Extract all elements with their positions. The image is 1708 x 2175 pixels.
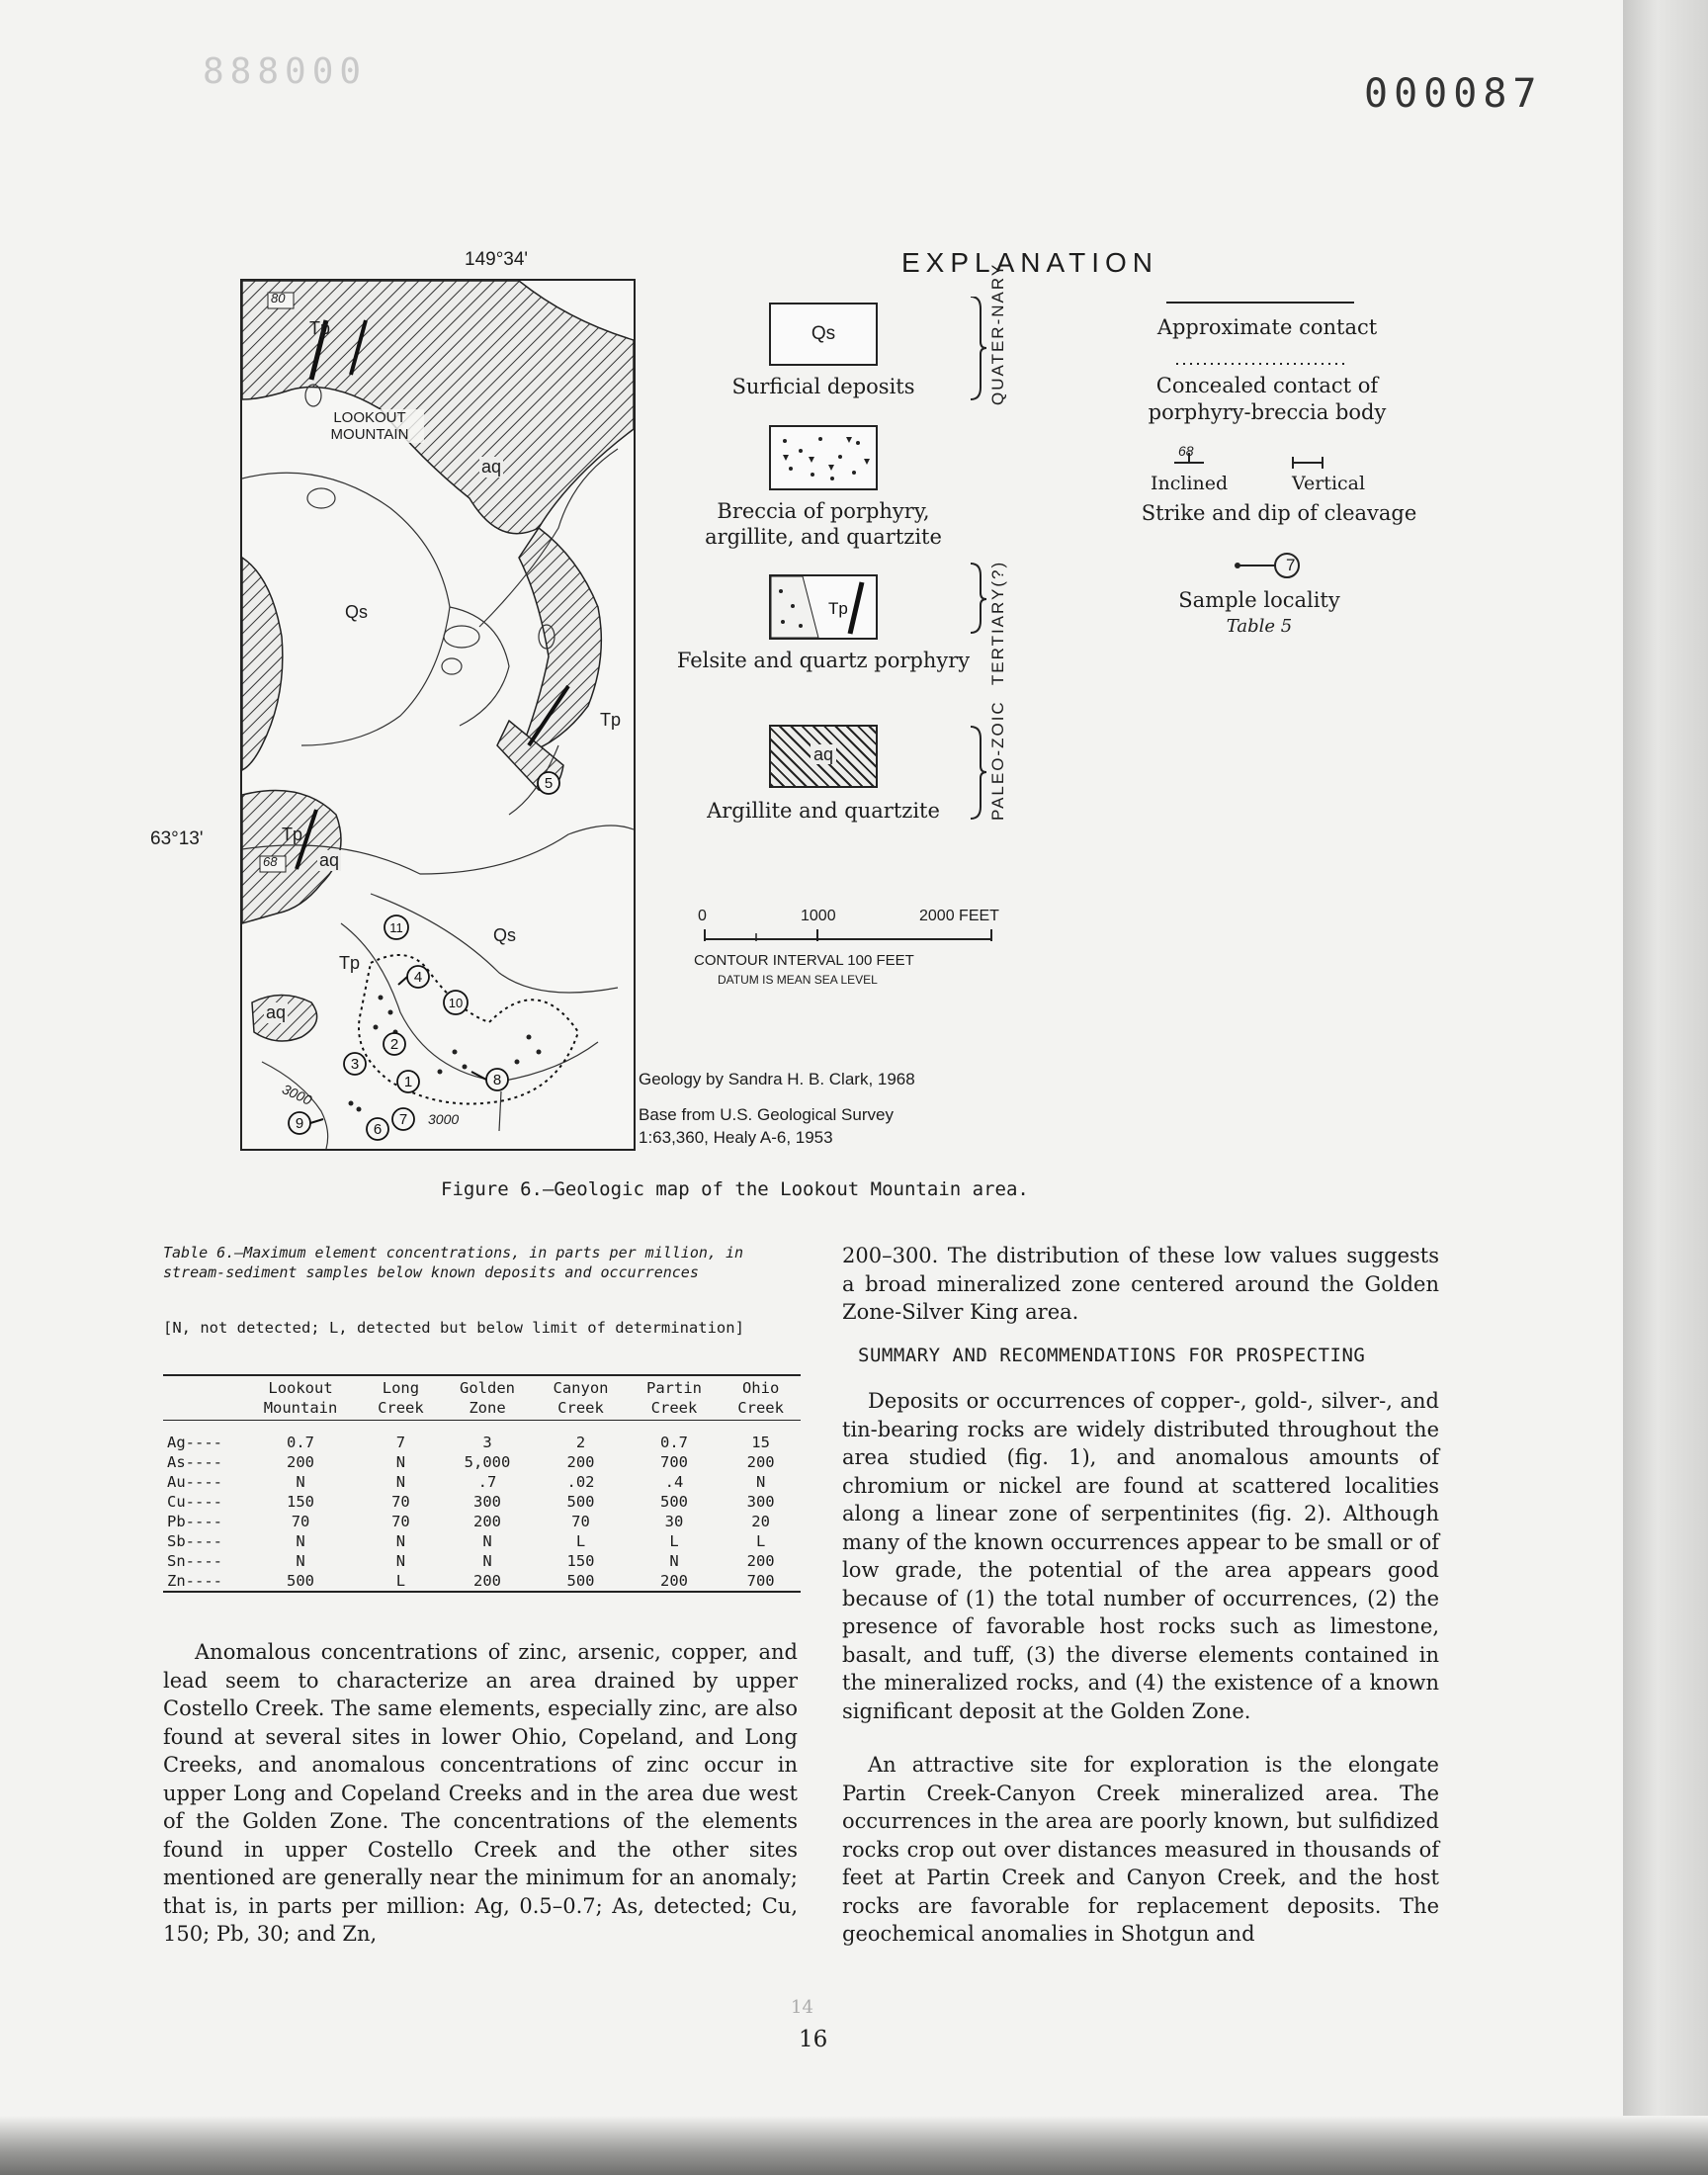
section-heading: SUMMARY AND RECOMMENDATIONS FOR PROSPECTING [858,1345,1366,1366]
legend-vertical: Vertical [1292,473,1366,494]
legend-swatch-tp [769,574,878,640]
scale-tick-2000: 2000 FEET [919,908,999,924]
map-drawing [242,281,634,1149]
sample-locality-4 [407,966,429,988]
legend-sample-number: 7 [1286,556,1296,574]
table-cell: 200 [473,1513,502,1530]
table-cell: 200 [566,1453,595,1471]
sample-locality-9 [289,1112,310,1134]
table-header-partin-line2: Creek [650,1399,698,1417]
dip-value-68: 68 [263,854,278,869]
table-cell: N [669,1552,679,1570]
table-header-long [361,1375,441,1421]
sample-locality-3-label: 3 [350,1056,360,1073]
sample-locality-4-label: 4 [413,969,423,986]
sample-locality-9-label: 9 [295,1115,304,1132]
table-row [163,1452,801,1472]
legend-inclined: Inclined [1151,473,1229,494]
table-row [163,1492,801,1512]
table-header-lookout-line2: Mountain [263,1399,338,1417]
table-cell: 70 [391,1513,410,1530]
table-cell: 200 [287,1453,315,1471]
table-row [163,1512,801,1531]
datum-note: DATUM IS MEAN SEA LEVEL [718,973,878,987]
table-cell: 700 [660,1453,689,1471]
page-number: 16 [799,2027,828,2052]
geologic-map [240,279,636,1151]
legend-approximate-contact: Approximate contact [1156,315,1378,339]
faint-page-number: 14 [791,1997,813,2018]
table-row [163,1472,801,1492]
contour-interval: CONTOUR INTERVAL 100 FEET [694,952,914,969]
dip-value-80: 80 [271,291,286,305]
table-body [163,1421,801,1593]
table-cell: 5,000 [464,1453,511,1471]
map-label-lookout-mountain: LOOKOUT MOUNTAIN [315,409,424,443]
table-cell: 300 [473,1493,502,1511]
age-brackets [969,297,988,830]
map-label-aq-south: aq [266,1002,287,1022]
sample-locality-1-label: 1 [403,1074,413,1090]
legend-strike-dip: Strike and dip of cleavage [1141,501,1417,525]
sample-locality-10-label: 10 [448,996,464,1010]
table-cell: N [296,1552,305,1570]
table-header-partin [628,1375,722,1421]
tp-pattern [771,576,876,638]
table-cell: Au---- [167,1473,222,1491]
table-row [163,1551,801,1571]
table-cell: N [482,1552,492,1570]
base-credit: Base from U.S. Geological Survey [639,1105,894,1124]
left-column-paragraph: Anomalous concentrations of zinc, arsenic, copper, and lead seem to characterize an area drained by upper Costello Creek. The same elements, especially zinc, are also found at several sites in lower Ohio, Copeland, and Long Creeks, and anomalous concentrations of zinc occur in upper Long and Copeland Creeks and in the area due west of the Golden Zone. The concentrations of the elements found in upper Costello Creek and the other sites mentioned are generally near the minimum for an anomaly; that is, in parts per million: Ag, 0.5–0.7; As, detected; Cu, 150; Pb, 30; and Zn, [163,1640,798,1946]
table-cell: Pb---- [167,1513,222,1530]
table-cell: 500 [566,1572,595,1590]
table-header-golden-line1: Golden [460,1379,516,1397]
table-cell: L [575,1532,586,1550]
table-header-lookout [240,1375,361,1421]
table-cell: N [395,1532,406,1550]
legend-caption-argillite: Argillite and quartzite [707,799,940,823]
sample-locality-5 [538,772,559,794]
table-cell: N [296,1532,305,1550]
aq-unit-north [242,281,634,534]
table-cell: Cu---- [167,1493,222,1511]
table-cell: .4 [664,1473,684,1491]
sample-locality-2 [384,1033,405,1055]
scale-tick-0: 0 [698,908,707,924]
right-column-paragraph-2: Deposits or occurrences of copper-, gold-, silver-, and tin-bearing rocks are widely distributed throughout the area studied (fig. 1), and anomalous amounts of chromium or nickel are found at scattered localities along a linear zone of serpentinites (fig. 2). Although many of the known occurrences appear to be small or of low grade, the potential of the area appears good because of (1) the total number of occurrences, (2) the presence of favorable host rocks such as limestone, basalt, and tuff, (3) the diverse elements contained in the mineralized rocks, and (4) the existence of a known significant deposit at the Golden Zone. [842,1389,1439,1723]
right-column-paragraph-3: An attractive site for exploration is the elongate Partin Creek-Canyon Creek mineralized area. The occurrences in the area are poorly known, but sulfidized rocks crop out over distances measured in thousands of feet at Partin Creek and Canyon Creek, and the host rocks are favorable for replacement deposits. The geochemical anomalies in Shotgun and [842,1753,1439,1946]
table-cell: Ag---- [167,1434,222,1451]
table-title: Table 6.—Maximum element concentrations, in parts per million, in stream-sediment samples below known deposits and occurrences [163,1244,743,1281]
table-header-ohio-line2: Creek [737,1399,784,1417]
table-cell: 2 [575,1434,586,1451]
explanation-title: EXPLANATION [901,247,1158,278]
map-label-aq-north: aq [481,457,502,477]
legend-swatch-qs-label: Qs [811,323,836,344]
aq-unit-west [242,558,283,770]
table-header-ohio-line1: Ohio [741,1379,780,1397]
table-cell: 15 [751,1434,770,1451]
table-cell: 500 [660,1493,689,1511]
breccia-pattern [771,427,876,488]
table-cell: 700 [746,1572,775,1590]
map-label-qs-south: Qs [493,925,517,945]
table-cell: 30 [664,1513,684,1530]
table-cell: 0.7 [287,1434,315,1451]
table-cell: .7 [477,1473,497,1491]
legend-swatch-aq-label: aq [811,744,836,764]
legend-caption-surficial: Surficial deposits [731,375,915,398]
table-cell: N [482,1532,492,1550]
map-label-qs-central: Qs [345,602,369,622]
sample-locality-5-label: 5 [544,775,554,792]
sample-locality-6-label: 6 [373,1121,383,1138]
map-label-tp-south: Tp [339,953,361,973]
table-header-golden-line2: Zone [469,1399,506,1417]
table-header-lookout-line1: Lookout [268,1379,333,1397]
table-header-partin-line1: Partin [646,1379,703,1397]
table-header-canyon [534,1375,628,1421]
table-cell: 70 [291,1513,310,1530]
table-cell: 20 [751,1513,770,1530]
geology-credit: Geology by Sandra H. B. Clark, 1968 [639,1070,915,1088]
table-cell: 300 [746,1493,775,1511]
legend-caption-breccia: Breccia of porphyry, argillite, and quartzite [705,499,942,549]
table-header-canyon-line2: Creek [557,1399,604,1417]
right-column-paragraph-1: 200–300. The distribution of these low values suggests a broad mineralized zone centered around the Golden Zone-Silver King area. [842,1244,1439,1324]
sample-locality-2-label: 2 [389,1036,399,1053]
age-label-quaternary: QUATER-NARY [988,262,1007,405]
table-header-row [163,1375,801,1421]
table-cell: N [395,1473,406,1491]
sample-locality-8 [486,1069,508,1090]
table-cell: L [395,1572,406,1590]
sample-locality-3 [344,1053,366,1075]
table-cell: L [755,1532,766,1550]
table-header-long-line1: Long [382,1379,420,1397]
age-label-tertiary: TERTIARY(?) [988,560,1007,686]
sample-locality-11-label: 11 [389,920,403,935]
sample-locality-7 [392,1108,414,1130]
table-cell: 70 [391,1493,410,1511]
sample-locality-10 [444,991,468,1014]
table-cell: 150 [566,1552,595,1570]
scale-tick-1000: 1000 [801,908,836,924]
table-row [163,1571,801,1592]
legend-caption-felsite: Felsite and quartz porphyry [676,649,971,672]
sample-locality-11 [384,915,408,939]
table-cell: N [296,1473,305,1491]
legend-sample-table: Table 5 [1226,616,1293,637]
sample-locality-6 [367,1118,388,1140]
table-cell: 200 [473,1572,502,1590]
table-cell: 7 [395,1434,406,1451]
table-cell: 3 [482,1434,492,1451]
table-cell: Sb---- [167,1532,222,1550]
map-label-tp-north: Tp [309,318,331,338]
table-cell: As---- [167,1453,222,1471]
legend-sample-locality: Sample locality [1178,588,1340,612]
sample-locality-8-label: 8 [492,1072,502,1088]
table-cell: 150 [287,1493,315,1511]
latitude-label: 63°13' [150,828,204,849]
table-cell: Sn---- [167,1552,222,1570]
table-cell: N [395,1453,406,1471]
table-cell: 500 [287,1572,315,1590]
table-cell: 200 [660,1572,689,1590]
scan-edge-right [1623,0,1708,2175]
table-cell: Zn---- [167,1572,222,1590]
table-cell: 500 [566,1493,595,1511]
map-label-tp-east: Tp [600,710,622,730]
table-cell: L [669,1532,679,1550]
legend-inclined-dip-value: 68 [1178,443,1194,459]
table-cell: N [395,1552,406,1570]
legend-swatch-aq [769,725,878,788]
legend-swatch-breccia [769,425,878,490]
table-cell: 0.7 [660,1434,689,1451]
longitude-label: 149°34' [465,249,529,270]
scan-edge-bottom [0,2116,1708,2175]
page-id: 000087 [1364,71,1543,117]
figure-caption: Figure 6.—Geologic map of the Lookout Mountain area. [441,1178,1029,1200]
sample-locality-7-label: 7 [398,1111,408,1128]
contour-label-3000-south: 3000 [428,1111,460,1127]
age-label-paleozoic: PALEO-ZOIC [988,700,1007,821]
table-cell: 200 [746,1453,775,1471]
contour-label-3000-west: 3000 [280,1081,315,1108]
table-header-long-line2: Creek [378,1399,424,1417]
table-header-canyon-line1: Canyon [553,1379,609,1397]
base-credit-detail: 1:63,360, Healy A-6, 1953 [639,1128,833,1147]
table-header-element [163,1375,240,1421]
faded-page-id: 888000 [203,51,368,92]
map-label-aq-west: aq [319,850,340,870]
table-header-golden [441,1375,535,1421]
table-cell: .02 [566,1473,595,1491]
table-cell: 70 [571,1513,590,1530]
legend-swatch-tp-label: Tp [828,599,848,618]
map-label-tp-west: Tp [282,825,303,844]
table-6 [163,1374,801,1593]
table-header-ohio [721,1375,801,1421]
table-row [163,1421,801,1453]
table-cell: 200 [746,1552,775,1570]
table-note: [N, not detected; L, detected but below limit of determination] [163,1319,744,1337]
legend-concealed-contact: Concealed contact of porphyry-breccia body [1148,374,1387,424]
aq-unit-ridge [519,528,601,755]
sample-locality-1 [397,1071,419,1092]
table-row [163,1531,801,1551]
legend-swatch-qs [769,303,878,366]
table-cell: N [755,1473,766,1491]
